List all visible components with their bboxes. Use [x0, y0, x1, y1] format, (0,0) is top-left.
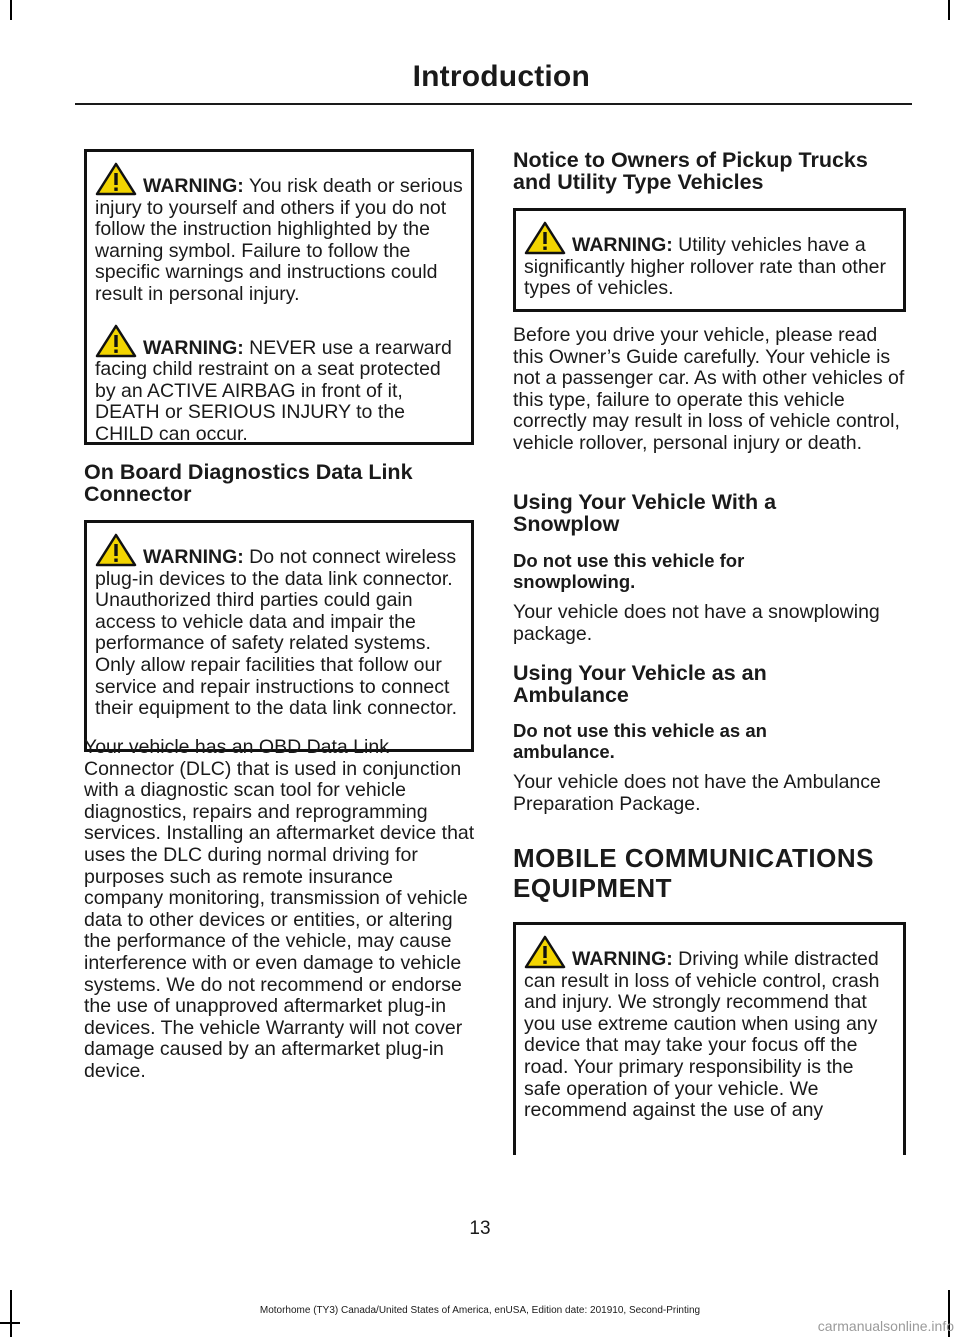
warning-text: You risk death or serious injury to yourself and others if you do not follow the instruction highlighted by the warning symbol. Failure to follow the specific warnings and instructions could result in personal injury.	[95, 175, 463, 305]
page-number: 13	[469, 1218, 491, 1239]
crop-mark-bottom-left-h	[0, 1322, 20, 1324]
section-heading-obd: On Board Diagnostics Data Link Connector	[84, 460, 413, 506]
warning-keyword: WARNING:	[572, 234, 673, 256]
warning-triangle-icon	[524, 935, 566, 969]
watermark[interactable]: carmanualsonline.info	[817, 1318, 954, 1334]
warning-triangle-icon	[95, 162, 137, 196]
warning-triangle-icon	[524, 221, 566, 255]
warning-obd	[95, 533, 463, 720]
warning-box-rollover	[513, 208, 906, 312]
warning-child-restraint	[95, 324, 463, 446]
paragraph-obd: Your vehicle has an OBD Data Link Connector (DLC) that is used in conjunction with a diagnostic scan tool for vehicle diagnostics, repairs and reprogramming services. Installing an aftermarket device that uses the DLC during normal driving for purposes such as remote insurance company monitoring, transmission of vehicle data to other devices or entities, or altering the performance of the vehicle, may cause interference with or even damage to vehicle systems. We do not recommend or endorse the use of unapproved aftermarket plug-in devices. The vehicle Warranty will not cover damage caused by an aftermarket plug-in device.	[84, 736, 475, 1082]
subheading-snowplow: Do not use this vehicle for snowplowing.	[513, 550, 745, 592]
chapter-heading-mobile-1: MOBILE COMMUNICATIONS	[513, 843, 874, 873]
edition-footer: Motorhome (TY3) Canada/United States of America, enUSA, Edition date: 201910, Second-Printing	[259, 1305, 701, 1316]
warning-box-general	[84, 149, 474, 445]
warning-general	[95, 162, 463, 306]
warning-triangle-icon	[95, 324, 137, 358]
crop-mark-top-right	[948, 0, 950, 20]
warning-text: Do not connect wireless plug-in devices to the data link connector. Unauthorized third parties could gain access to vehicle data and impair the performance of safety related systems. Only allow repair facilities that follow our service and repair instructions to connect their equipment to the data link connector.	[95, 546, 458, 720]
warning-text: NEVER use a rearward facing child restraint on a seat protected by an ACTIVE AIRBAG in front of it, DEATH or SERIOUS INJURY to the CHILD can occur.	[95, 336, 452, 445]
paragraph-ambulance: Your vehicle does not have the Ambulance Preparation Package.	[513, 771, 881, 815]
warning-triangle-icon	[95, 533, 137, 567]
warning-text: Utility vehicles have a significantly higher rollover rate than other types of vehicles.	[524, 234, 887, 300]
paragraph-notice: Before you drive your vehicle, please read this Owner’s Guide carefully. Your vehicle is not a passenger car. As with other vehicles of this type, failure to operate this vehicle correctly may result in loss of vehicle control, vehicle rollover, personal injury or death.	[513, 324, 905, 454]
warning-rollover	[524, 221, 895, 300]
header-divider	[75, 103, 912, 105]
warning-keyword: WARNING:	[143, 546, 244, 568]
chapter-heading-mobile-2: EQUIPMENT	[513, 873, 673, 903]
warning-keyword: WARNING:	[572, 948, 673, 970]
warning-box-obd	[84, 520, 474, 752]
warning-distracted	[524, 935, 895, 1122]
warning-text: Driving while distracted can result in loss of vehicle control, crash and injury. We strongly recommend that you use extreme caution when using any device that may take your focus off the road. Your primary responsibility is the safe operation of your vehicle. We recommend against the use of any	[524, 948, 880, 1122]
subheading-ambulance: Do not use this vehicle as an ambulance.	[513, 720, 767, 762]
warning-keyword: WARNING:	[143, 336, 244, 359]
section-heading-notice: Notice to Owners of Pickup Trucks and Utility Type Vehicles	[513, 148, 868, 194]
warning-keyword: WARNING:	[143, 175, 244, 197]
section-heading-snowplow: Using Your Vehicle With a Snowplow	[513, 490, 777, 536]
paragraph-snowplow: Your vehicle does not have a snowplowing package.	[513, 601, 880, 645]
warning-box-distracted	[513, 922, 906, 1155]
section-heading-ambulance: Using Your Vehicle as an Ambulance	[513, 661, 767, 707]
crop-mark-top-left	[10, 0, 12, 20]
page-title: Introduction	[412, 60, 590, 93]
